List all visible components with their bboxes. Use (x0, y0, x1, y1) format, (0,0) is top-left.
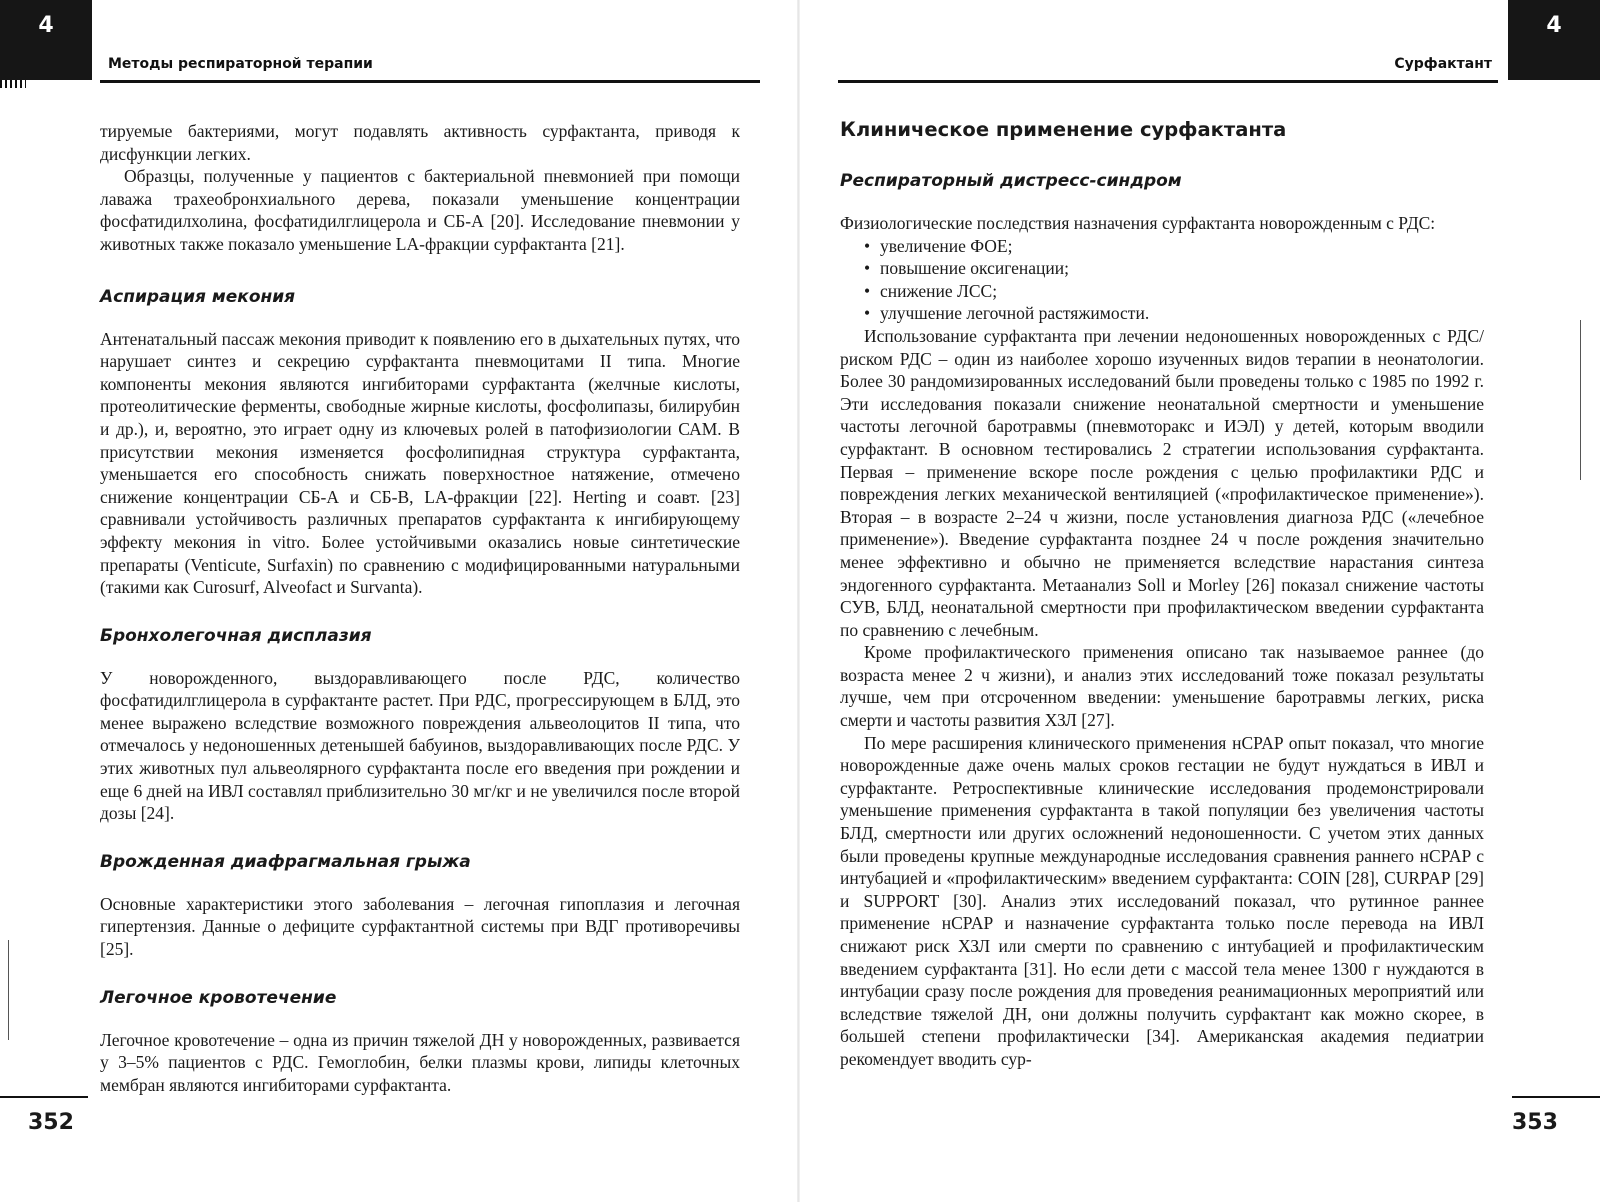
section-text: Антенатальный пассаж мекония приводит к появлению его в дыхательных путях, что нарушает синтез и секрецию сурфактанта пневмоцитами II типа. Многие компоненты мекония являются ингибиторами сурфактанта (желчные кислоты, протеолитические ферменты, свободные жирные кислоты, фосфолипазы, билирубин и др.), и, вероятно, это играет одну из ключевых ролей в патофизиологии САМ. В присутствии мекония изменяется фосфолипидная структура сурфактанта, уменьшается его способность снижать поверхностное натяжение, отмечено снижение концентрации СБ-А и СБ-В, LA-фракции [22]. Herting и соавт. [23] сравнивали устойчивость различных препаратов сурфактанта к ингибирующему эффекту мекония in vitro. Более устойчивыми оказались новые синтетические препараты (Venticute, Surfaxin) по сравнению с модифицированными натуральными (такими как Curosurf, Alveofact и Survanta). (100, 328, 740, 598)
header-rule (838, 80, 1498, 83)
list-item: • снижение ЛСС; (864, 280, 1484, 303)
chapter-tab (0, 0, 92, 80)
chapter-number: 4 (38, 13, 54, 38)
paragraph: По мере расширения клинического применения нCPAP опыт показал, что многие новорожденные даже очень малых сроков гестации не будут нуждаться в ИВЛ и сурфактанте. Ретроспективные клинические исследования продемонстрировали уменьшение применения сурфактанта в такой популяции без увеличения частоты БЛД, смертности или других осложнений недоношенности. С учетом этих данных были проведены крупные международные исследования сравнения раннего нCPAP с интубацией и «профилактическим» введением сурфактанта: COIN [28], CURPAP [29] и SUPPORT [30]. Анализ этих исследований показал, что рутинное раннее применение нCPAP и назначение сурфактанта только после перевода на ИВЛ снижают риск ХЗЛ или смерти по сравнению с интубацией и профилактическим введением сурфактанта [31]. Но если дети с массой тела менее 1300 г нуждаются в интубации сразу после рождения для проведения реанимационных мероприятий или вследствие тяжелой ДН, они должны получить сурфактант как можно скорее, в большей степени профилактически [34]. Американская академия педиатрии рекомендует вводить сур- (840, 732, 1484, 1069)
section-text: Основные характеристики этого заболевания – легочная гипоплазия и легочная гипертензия. Данные о дефиците сурфактантной системы при ВДГ противоречивы [25]. (100, 893, 740, 960)
page-number: 352 (28, 1110, 74, 1135)
section-heading: Врожденная диафрагмальная грыжа (100, 851, 471, 872)
page-number: 353 (1512, 1110, 1558, 1135)
chapter-number: 4 (1546, 13, 1562, 38)
section-text: У новорожденного, выздоравливающего после РДС, количество фосфатидилглицерола в сурфактанте растет. При РДС, прогрессирующем в БЛД, это менее выражено вследствие возможного повреждения альвеолоцитов II типа, что отмечалось у недоношенных детенышей бабуинов, выздоравливающих после РДС. У этих животных пул альвеолярного сурфактанта после его введения при рождении и еще 6 дней на ИВЛ составлял приблизительно 30 мг/кг и не увеличился после второй дозы [24]. (100, 667, 740, 824)
scan-artifact (1580, 320, 1581, 480)
scan-artifact (8, 940, 9, 1040)
running-title: Сурфактант (1394, 56, 1492, 72)
right-page (800, 0, 1600, 1202)
paragraph: тируемые бактериями, могут подавлять активность сурфактанта, приводя к дисфункции легких. (100, 121, 740, 164)
list-item: • повышение оксигенации; (864, 257, 1484, 280)
section-heading: Аспирация мекония (100, 286, 296, 307)
chapter-tab (1508, 0, 1600, 80)
footer-rule (0, 1096, 88, 1098)
bullet-list (840, 235, 1484, 325)
paragraph: Кроме профилактического применения описано так называемое раннее (до возраста менее 2 ч жизни), и анализ этих исследований тоже показал результаты лучше, чем при отсроченном введении: уменьшение баротравмы легких, риска смерти и частоты развития ХЗЛ [27]. (840, 642, 1484, 731)
section-heading: Бронхолегочная дисплазия (100, 625, 372, 646)
text-column (840, 118, 1484, 1071)
section-heading: Легочное кровотечение (100, 987, 337, 1008)
footer-rule (1512, 1096, 1600, 1098)
list-item: • улучшение легочной растяжимости. (864, 302, 1484, 325)
running-title: Методы респираторной терапии (108, 56, 373, 72)
list-item: • увеличение ФОЕ; (864, 235, 1484, 258)
header-rule (100, 80, 760, 83)
section-heading: Респираторный дистресс-синдром (840, 171, 1182, 191)
section-text: Легочное кровотечение – одна из причин тяжелой ДН у новорожденных, развивается у 3–5% пациентов с РДС. Гемоглобин, белки плазмы крови, липиды клеточных мембран являются ингибиторами сурфактанта. (100, 1029, 740, 1095)
main-heading: Клиническое применение сурфактанта (840, 118, 1287, 141)
paragraph: Использование сурфактанта при лечении недоношенных новорожденных с РДС/риском РДС – один из наиболее хорошо изученных видов терапии в неонатологии. Более 30 рандомизированных исследований были проведены только с 1985 по 1992 г. Эти исследования показали снижение неонатальной смертности и уменьшение частоты легочной баротравмы (пневмоторакс и ИЭЛ) у детей, которым вводили сурфактант. В основном тестировались 2 стратегии использования сурфактанта. Первая – применение вскоре после рождения с целью профилактики РДС и повреждения легких механической вентиляцией («профилактическое применение»). Вторая – в возрасте 2–24 ч жизни, после установления диагноза РДС («лечебное применение»). Введение сурфактанта позднее 24 ч после рождения значительно менее эффективно и обычно не применяется вследствие нарастания синтеза эндогенного сурфактанта. Метаанализ Soll и Morley [26] показал снижение частоты СУВ, БЛД, неонатальной смертности при профилактическом введении сурфактанта по сравнению с лечебным. (840, 325, 1484, 640)
list-intro: Физиологические последствия назначения сурфактанта новорожденным с РДС: (840, 213, 1436, 233)
paragraph: Образцы, полученные у пациентов с бактериальной пневмонией при помощи лаважа трахеобронхиального дерева, показали уменьшение концентрации фосфатидилхолина, фосфатидилглицерола и СБ-А [20]. Исследование пневмонии у животных также показало уменьшение LA-фракции сурфактанта [21]. (100, 166, 740, 254)
text-column (100, 120, 740, 1096)
